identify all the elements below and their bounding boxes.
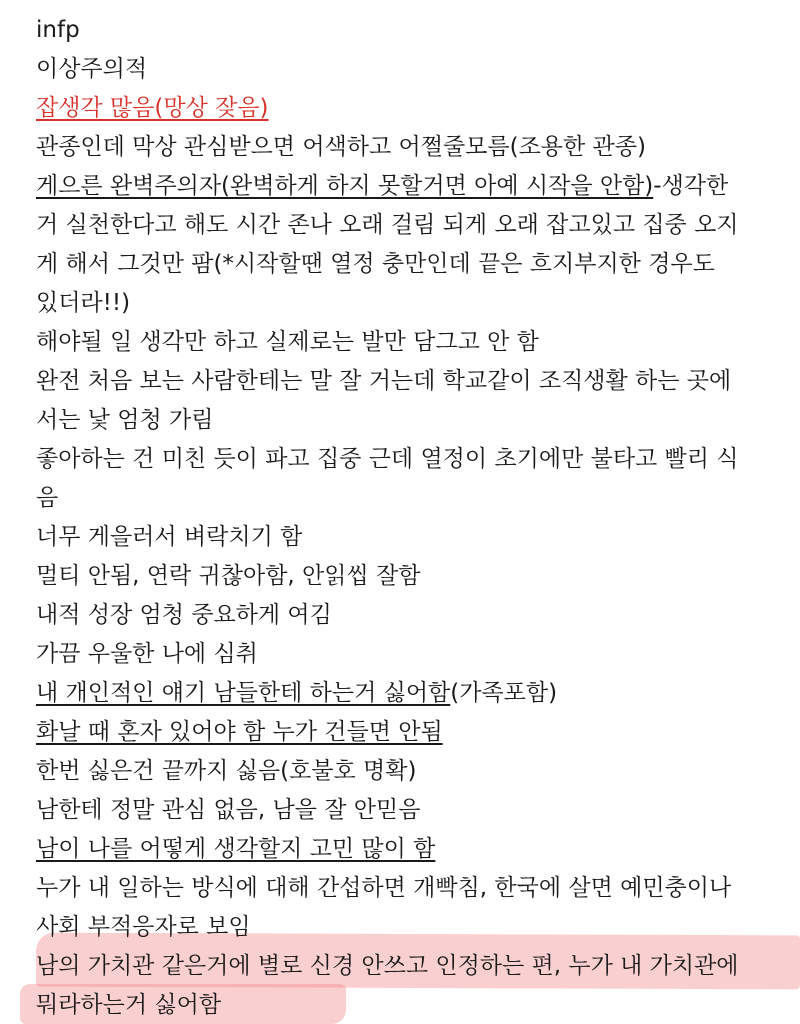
text-line: 한번 싫은건 끝까지 싫음(호불호 명확) <box>36 758 417 784</box>
text-line: 음 <box>36 485 59 511</box>
text-line: 사회 부적응자로 보임 <box>36 914 251 940</box>
text-line-highlighted: 남의 가치관 같은거에 별로 신경 안쓰고 인정하는 편, 누가 내 가치관에 <box>36 953 739 979</box>
text-line: 게 해서 그것만 팜(*시작할땐 열정 충만인데 끝은 흐지부지한 경우도 <box>36 251 715 277</box>
text-line: 너무 게을러서 벼락치기 함 <box>36 524 303 550</box>
text-line: 이상주의적 <box>36 56 148 82</box>
text-line: 있더라!!) <box>36 290 131 316</box>
text-line: 멀티 안됨, 연락 귀찮아함, 안읽씹 잘함 <box>36 563 421 589</box>
text-line: 거 실천한다고 해도 시간 존나 오래 걸림 되게 오래 잡고있고 집중 오지 <box>36 212 739 238</box>
underlined-text: 게으른 완벽주의자(완벽하게 하지 못할거면 아예 시작을 안함) <box>36 173 654 199</box>
text-line <box>36 674 774 712</box>
plain-text: -생각한 <box>653 173 729 199</box>
text-line: 관종인데 막상 관심받으면 어색하고 어쩔줄모름(조용한 관종) <box>36 134 646 160</box>
text-line: 남한테 정말 관심 없음, 남을 잘 안믿음 <box>36 797 421 823</box>
text-line-red-underlined: 잡생각 많음(망상 잦음) <box>36 95 269 121</box>
text-line: 누가 내 일하는 방식에 대해 간섭하면 개빡침, 한국에 살면 예민충이나 <box>36 875 732 901</box>
text-line-underlined: 화날 때 혼자 있어야 함 누가 건들면 안됨 <box>36 719 443 745</box>
underlined-text: 내 개인적인 얘기 남들한테 하는거 싫어함 <box>36 680 451 706</box>
text-line: 서는 낯 엄청 가림 <box>36 407 214 433</box>
text-line: 좋아하는 건 미친 듯이 파고 집중 근데 열정이 초기에만 불타고 빨리 식 <box>36 446 739 472</box>
plain-text: (가족포함) <box>450 680 558 706</box>
text-line-highlighted: 뭐라하는거 싫어함 <box>36 992 222 1018</box>
text-line: 해야될 일 생각만 하고 실제로는 발만 담그고 안 함 <box>36 329 539 355</box>
text-line: 내적 성장 엄청 중요하게 여김 <box>36 602 332 628</box>
text-line: 완전 처음 보는 사람한테는 말 잘 거는데 학교같이 조직생활 하는 곳에 <box>36 368 732 394</box>
text-line <box>36 167 774 205</box>
text-line: infp <box>36 17 80 43</box>
text-line-underlined: 남이 나를 어떻게 생각할지 고민 많이 함 <box>36 836 436 862</box>
text-line: 가끔 우울한 나에 심취 <box>36 641 258 667</box>
